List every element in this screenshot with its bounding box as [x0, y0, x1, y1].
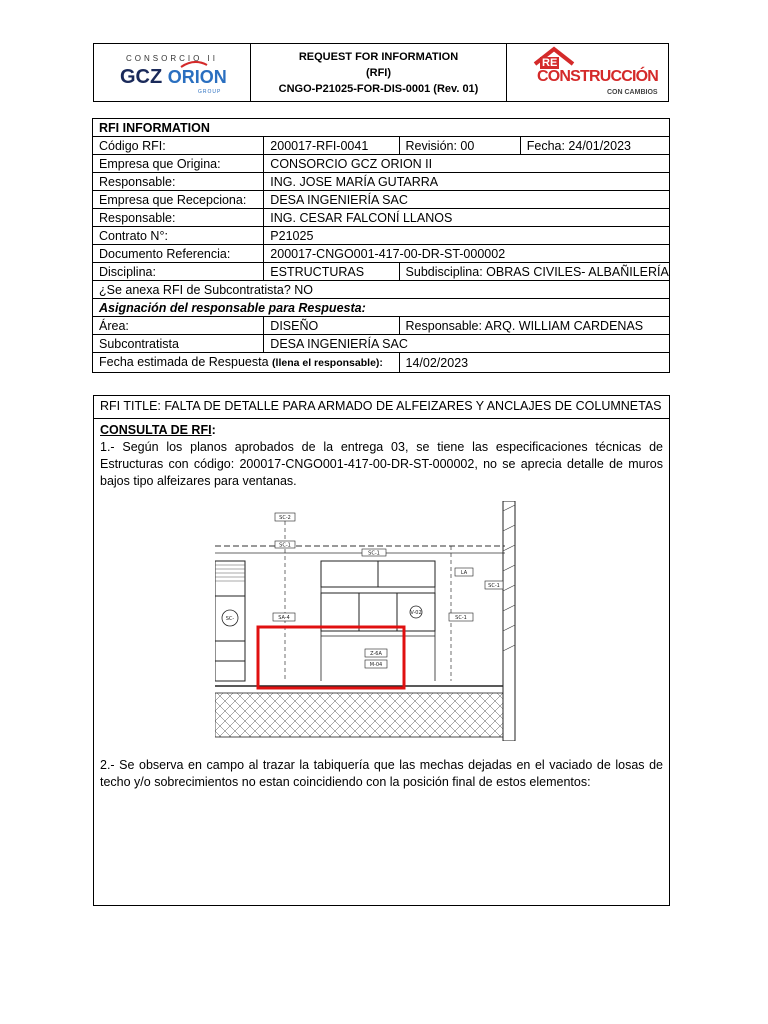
subdisciplina-value: Subdisciplina: OBRAS CIVILES- ALBAÑILERÍA [399, 263, 669, 281]
document-title [251, 44, 507, 101]
drawing-tag: SC-2 [279, 515, 291, 521]
title-line-2: (RFI) [365, 66, 392, 79]
fecha-estimada-note: (llena el responsable): [272, 357, 383, 369]
fecha-estimada-text: Fecha estimada de Respuesta [99, 355, 269, 369]
anexa-rfi-row: ¿Se anexa RFI de Subcontratista? NO [93, 281, 670, 299]
consulta-heading [94, 422, 669, 439]
drawing-tag: SC-1 [368, 550, 380, 557]
responsable-value: ING. JOSE MARÍA GUTARRA [264, 173, 670, 191]
empresa-origina-label: Empresa que Origina: [93, 155, 264, 173]
elevation-drawing [215, 501, 517, 741]
rfi-information-table [93, 119, 669, 376]
drawing-tag: LA [460, 570, 468, 576]
area-responsable: Responsable: ARQ. WILLIAM CARDENAS [399, 317, 669, 335]
logo-gcz: GCZ [120, 66, 163, 88]
responsable-label: Responsable: [93, 173, 264, 191]
empresa-recepciona-label: Empresa que Recepciona: [93, 191, 264, 209]
logo-tagline: CON CAMBIOS [607, 89, 658, 96]
drawing-tag: SC-1 [488, 583, 500, 589]
disciplina-label: Disciplina: [93, 263, 264, 281]
drawing-tag: SC-1 [279, 542, 291, 549]
logo-re: RE [542, 57, 558, 69]
contrato-label: Contrato N°: [93, 227, 264, 245]
responsable-label: Responsable: [93, 209, 264, 227]
consulta-section [93, 395, 670, 906]
empresa-origina-value: CONSORCIO GCZ ORION II [264, 155, 670, 173]
disciplina-value: ESTRUCTURAS [264, 263, 399, 281]
orion-swoosh-icon [179, 60, 209, 68]
consulta-heading-colon: : [211, 423, 216, 437]
fecha-estimada-label [93, 353, 400, 373]
drawing-tag: Z-6A [370, 651, 382, 657]
contrato-value: P21025 [264, 227, 670, 245]
logo-construccion: CONSTRUCCIÓN [537, 68, 659, 85]
codigo-value: 200017-RFI-0041 [264, 137, 399, 155]
consorcio-logo [94, 44, 251, 101]
title-line-1: REQUEST FOR INFORMATION [298, 50, 459, 63]
area-label: Área: [93, 317, 264, 335]
fecha-estimada-value: 14/02/2023 [399, 353, 669, 373]
empresa-recepciona-value: DESA INGENIERÍA SAC [264, 191, 670, 209]
area-value: DISEÑO [264, 317, 399, 335]
documento-value: 200017-CNGO001-417-00-DR-ST-000002 [264, 245, 670, 263]
responsable-value: ING. CESAR FALCONÍ LLANOS [264, 209, 670, 227]
drawing-tag: SC- [225, 616, 235, 622]
logo-orion: ORION [167, 67, 227, 87]
rfi-title: RFI TITLE: FALTA DE DETALLE PARA ARMADO DE ALFEIZARES Y ANCLAJES DE COLUMNETAS [94, 396, 669, 419]
document-header [93, 43, 669, 102]
drawing-tag: SA-4 [278, 615, 290, 621]
point-2-text: 2.- Se observa en campo al trazar la tabiquería que las mechas dejadas en el vaciado de losas de techo y/o sobrecimientos no estan coincidiendo con la posición final de estos elementos: [100, 758, 663, 789]
fecha-value: Fecha: 24/01/2023 [520, 137, 669, 155]
subcontratista-label: Subcontratista [93, 335, 264, 353]
section-title: RFI INFORMATION [93, 119, 670, 137]
title-line-3: CNGO-P21025-FOR-DIS-0001 (Rev. 01) [278, 82, 479, 95]
logo-group-text: GROUP [198, 89, 222, 95]
revision-value: Revisión: 00 [399, 137, 520, 155]
drawing-tag: M-04 [369, 662, 383, 668]
asignacion-heading: Asignación del responsable para Respuesta: [93, 299, 670, 317]
reconstruccion-logo [507, 44, 668, 101]
subcontratista-value: DESA INGENIERÍA SAC [264, 335, 670, 353]
drawing-tag: SC-1 [455, 615, 467, 621]
point-1-text: 1.- Según los planos aprobados de la entrega 03, se tiene las especificaciones técnicas de Estructuras con código: 200017-CNGO001-417-00-DR-ST-000002, no se aprecia detalle de muros bajos tipo alfeizares para ventanas. [100, 440, 663, 488]
logo-top-text: CONSORCIO II [125, 54, 218, 63]
codigo-label: Código RFI: [93, 137, 264, 155]
consulta-heading-text: CONSULTA DE RFI [100, 423, 212, 437]
drawing-tag: V-02 [410, 610, 422, 616]
documento-label: Documento Referencia: [93, 245, 264, 263]
